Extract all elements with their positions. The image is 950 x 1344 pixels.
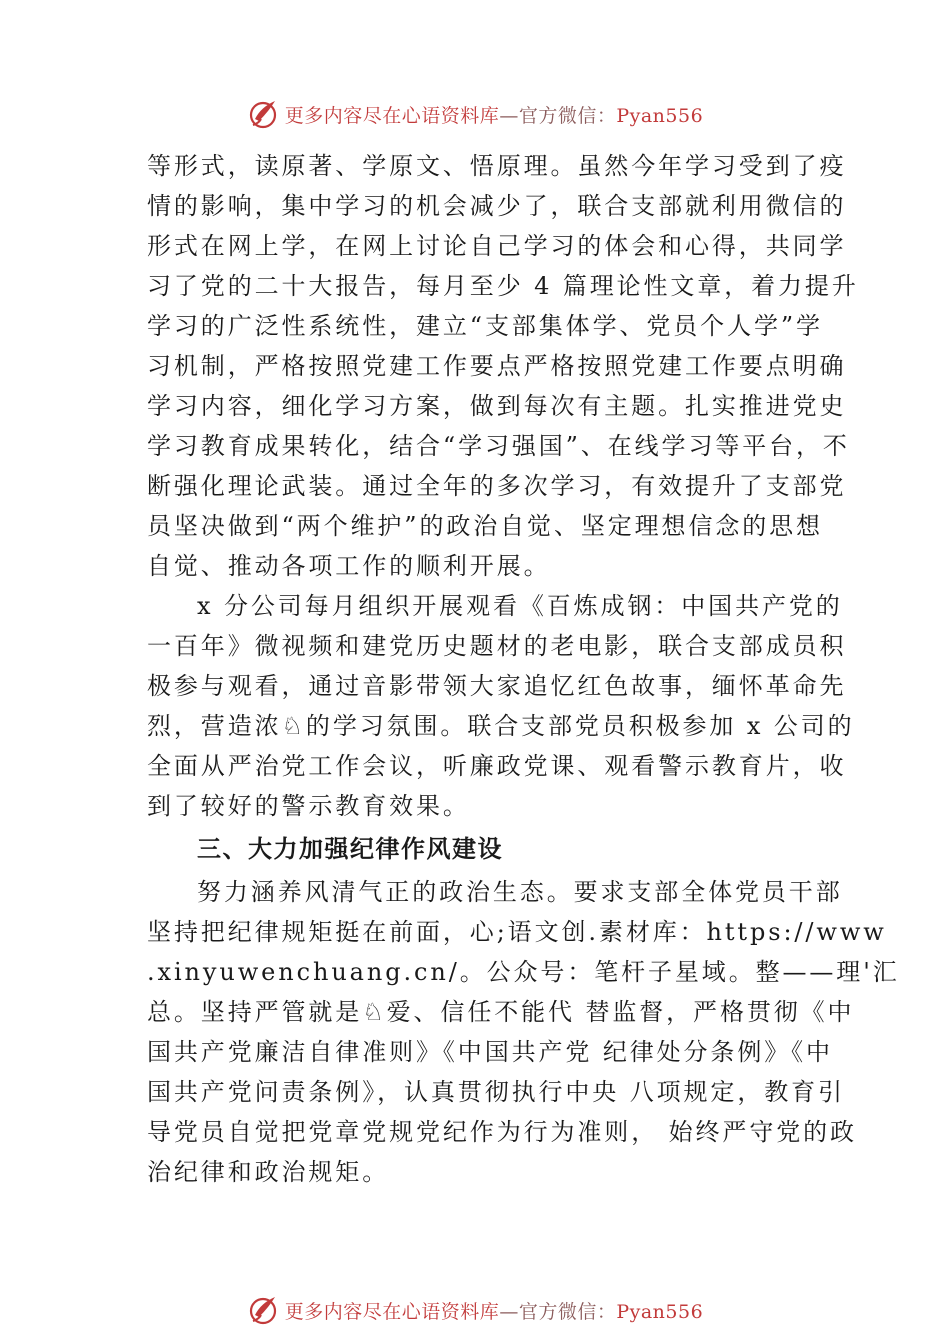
text-line: 习机制，严格按照党建工作要点严格按照党建工作要点明确 xyxy=(147,352,847,380)
text-line: 情的影响，集中学习的机会减少了，联合支部就利用微信的 xyxy=(147,192,847,220)
section-heading: 三、大力加强纪律作风建设 xyxy=(197,835,503,863)
text-line: 自觉、推动各项工作的顺利开展。 xyxy=(147,552,551,580)
text-line: 坚持把纪律规矩挺在前面，心;语文创.素材库：https://www xyxy=(147,918,887,946)
text-line: 全面从严治党工作会议，听廉政党课、观看警示教育片，收 xyxy=(147,752,847,780)
banner-main-text: 更多内容尽在心语资料库 xyxy=(284,104,500,127)
text-line: 导党员自觉把党章党规党纪作为行为准则， 始终严守党的政 xyxy=(147,1118,857,1146)
text-line: .xinyuwenchuang.cn/。公众号：笔杆子星域。整——理'汇 xyxy=(147,958,900,986)
text-line: 等形式，读原著、学原文、悟原理。虽然今年学习受到了疫 xyxy=(147,152,847,180)
banner-separator: —官方微信： xyxy=(499,1300,617,1323)
text-line: 习了党的二十大报告，每月至少 4 篇理论性文章，着力提升 xyxy=(147,272,859,300)
banner-account: Pyan556 xyxy=(616,1300,704,1323)
banner-main-text: 更多内容尽在心语资料库 xyxy=(284,1300,500,1323)
banner-separator: —官方微信： xyxy=(499,104,617,127)
text-line: 总。坚持严管就是♘爱、信任不能代 替监督，严格贯彻《中 xyxy=(147,998,855,1026)
text-line: 烈，营造浓♘的学习氛围。联合支部党员积极参加 x 公司的 xyxy=(147,712,855,740)
text-line: 国共产党廉洁自律准则》《中国共产党 纪律处分条例》《中 xyxy=(147,1038,833,1066)
text-line: 学习教育成果转化，结合“学习强国”、在线学习等平台，不 xyxy=(147,432,850,460)
document-body xyxy=(147,146,900,1192)
paragraph-start-line: x 分公司每月组织开展观看《百炼成钢：中国共产党的 xyxy=(197,592,843,620)
text-line: 员坚决做到“两个维护”的政治自觉、坚定理想信念的思想 xyxy=(147,512,823,540)
text-line: 国共产党问责条例》，认真贯彻执行中央 八项规定，教育引 xyxy=(147,1078,845,1106)
text-line: 断强化理论武装。通过全年的多次学习，有效提升了支部党 xyxy=(147,472,847,500)
banner-account: Pyan556 xyxy=(616,104,704,127)
footer-banner xyxy=(0,1290,950,1330)
text-line: 到了较好的警示教育效果。 xyxy=(147,792,470,820)
text-line: 学习的广泛性系统性，建立“支部集体学、党员个人学”学 xyxy=(147,312,823,340)
quill-swirl-logo-icon xyxy=(247,1293,281,1327)
text-line: 极参与观看，通过音影带领大家追忆红色故事，缅怀革命先 xyxy=(147,672,847,700)
paragraph-start-line: 努力涵养风清气正的政治生态。要求支部全体党员干部 xyxy=(197,878,843,906)
quill-swirl-logo-icon xyxy=(247,97,281,131)
text-line: 形式在网上学，在网上讨论自己学习的体会和心得，共同学 xyxy=(147,232,847,260)
text-line: 学习内容，细化学习方案，做到每次有主题。扎实推进党史 xyxy=(147,392,847,420)
text-line: 一百年》微视频和建党历史题材的老电影，联合支部成员积 xyxy=(147,632,847,660)
text-line: 治纪律和政治规矩。 xyxy=(147,1158,390,1186)
header-banner xyxy=(0,94,950,134)
